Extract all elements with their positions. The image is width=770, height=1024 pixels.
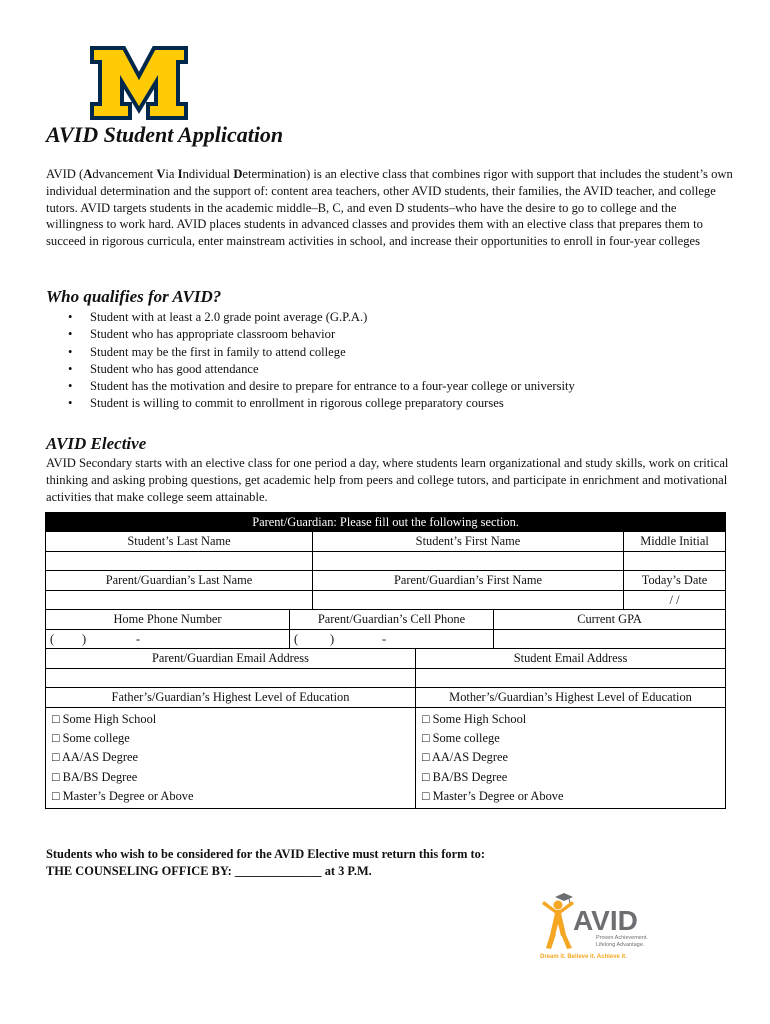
middle-initial-label: Middle Initial — [624, 532, 726, 552]
current-gpa-label: Current GPA — [494, 610, 726, 630]
checkbox-option[interactable]: □ BA/BS Degree — [422, 769, 508, 784]
checkbox-icon[interactable]: □ — [422, 731, 430, 746]
elective-heading: AVID Elective — [46, 434, 147, 453]
list-item: • Student is willing to commit to enrollment in rigorous college preparatory courses — [46, 395, 575, 412]
svg-text:AVID: AVID — [573, 905, 638, 936]
intro-paragraph: AVID (Advancement Via Individual Determination) is an elective class that combines rigor with support that includes the student’s own individual determination and the support of: content area teachers, other AVID students, their families, the AVID teacher, and college tutors. AVID targets students in the academic middle–B, C, and even D students–who have the desire to go to college and the willingness to work hard. AVID places students in advanced classes and provides them with an elective class that prepares them to succeed in rigorous curricula, enter mainstream activities in school, and increase their opportunities to enroll in four-year colleges — [46, 167, 733, 249]
form-header: Parent/Guardian: Please fill out the following section. — [46, 513, 726, 532]
checkbox-icon[interactable]: □ — [422, 769, 430, 784]
block-m-logo — [90, 46, 188, 120]
list-item: • Student who has appropriate classroom behavior — [46, 326, 575, 343]
qualifies-list — [46, 309, 575, 413]
checkbox-option[interactable]: □ AA/AS Degree — [52, 750, 138, 765]
home-phone-field[interactable]: ( ) - — [46, 630, 290, 649]
checkbox-option[interactable]: □ Master’s Degree or Above — [52, 788, 194, 803]
checkbox-icon[interactable]: □ — [422, 712, 430, 726]
svg-text:Lifelong Advantage.: Lifelong Advantage. — [596, 942, 645, 948]
checkbox-option[interactable]: □ Some college — [52, 731, 130, 746]
svg-text:Proven Achievement.: Proven Achievement. — [596, 935, 648, 941]
checkbox-icon[interactable]: □ — [52, 712, 60, 726]
mother-education-options — [416, 708, 726, 809]
list-item: • Student with at least a 2.0 grade point average (G.P.A.) — [46, 309, 575, 326]
student-email-label: Student Email Address — [416, 649, 726, 669]
parent-last-name-field[interactable] — [46, 591, 313, 610]
parent-email-field[interactable] — [46, 669, 416, 688]
checkbox-option[interactable]: □ Some college — [422, 731, 500, 746]
home-phone-label: Home Phone Number — [46, 610, 290, 630]
student-last-name-label: Student’s Last Name — [46, 532, 313, 552]
cell-phone-label: Parent/Guardian’s Cell Phone — [290, 610, 494, 630]
checkbox-icon[interactable]: □ — [52, 731, 60, 746]
elective-paragraph: AVID Secondary starts with an elective class for one period a day, where students learn organizational and study skills, work on critical thinking and asking probing questions, get academic help from peers and college tutors, and participate in enrichment and motivational activities that make college seem attainable. — [46, 456, 729, 504]
todays-date-label: Today’s Date — [624, 571, 726, 591]
return-instructions: Students who wish to be considered for the AVID Elective must return this form to: THE COUNSELING OFFICE BY: ______________ at 3 P.M. — [46, 847, 485, 878]
checkbox-icon[interactable]: □ — [52, 769, 60, 784]
student-first-name-field[interactable] — [313, 552, 624, 571]
checkbox-icon[interactable]: □ — [422, 788, 430, 803]
parent-first-name-field[interactable] — [313, 591, 624, 610]
list-item: • Student may be the first in family to attend college — [46, 344, 575, 361]
student-first-name-label: Student’s First Name — [313, 532, 624, 552]
middle-initial-field[interactable] — [624, 552, 726, 571]
checkbox-option[interactable]: □ Master’s Degree or Above — [422, 788, 564, 803]
qualifies-heading: Who qualifies for AVID? — [46, 287, 222, 306]
cell-phone-field[interactable]: ( ) - — [290, 630, 494, 649]
checkbox-icon[interactable]: □ — [52, 750, 60, 765]
current-gpa-field[interactable] — [494, 630, 726, 649]
checkbox-option[interactable]: □ AA/AS Degree — [422, 750, 508, 765]
student-email-field[interactable] — [416, 669, 726, 688]
avid-logo — [536, 890, 648, 962]
checkbox-icon[interactable]: □ — [422, 750, 430, 765]
svg-text:Dream it. Believe it. Achieve: Dream it. Believe it. Achieve it. — [540, 954, 627, 960]
parent-form — [45, 512, 726, 809]
list-item: • Student has the motivation and desire to prepare for entrance to a four-year college or university — [46, 378, 575, 395]
checkbox-icon[interactable]: □ — [52, 788, 60, 803]
student-last-name-field[interactable] — [46, 552, 313, 571]
checkbox-option[interactable]: □ Some High School — [52, 712, 157, 726]
todays-date-field[interactable]: / / — [624, 591, 726, 610]
checkbox-option[interactable]: □ Some High School — [422, 712, 527, 726]
mother-education-label: Mother’s/Guardian’s Highest Level of Education — [416, 688, 726, 708]
list-item: • Student who has good attendance — [46, 361, 575, 378]
page-title: AVID Student Application — [46, 122, 284, 147]
father-education-label: Father’s/Guardian’s Highest Level of Education — [46, 688, 416, 708]
parent-first-name-label: Parent/Guardian’s First Name — [313, 571, 624, 591]
parent-last-name-label: Parent/Guardian’s Last Name — [46, 571, 313, 591]
father-education-options — [46, 708, 416, 809]
checkbox-option[interactable]: □ BA/BS Degree — [52, 769, 138, 784]
parent-email-label: Parent/Guardian Email Address — [46, 649, 416, 669]
